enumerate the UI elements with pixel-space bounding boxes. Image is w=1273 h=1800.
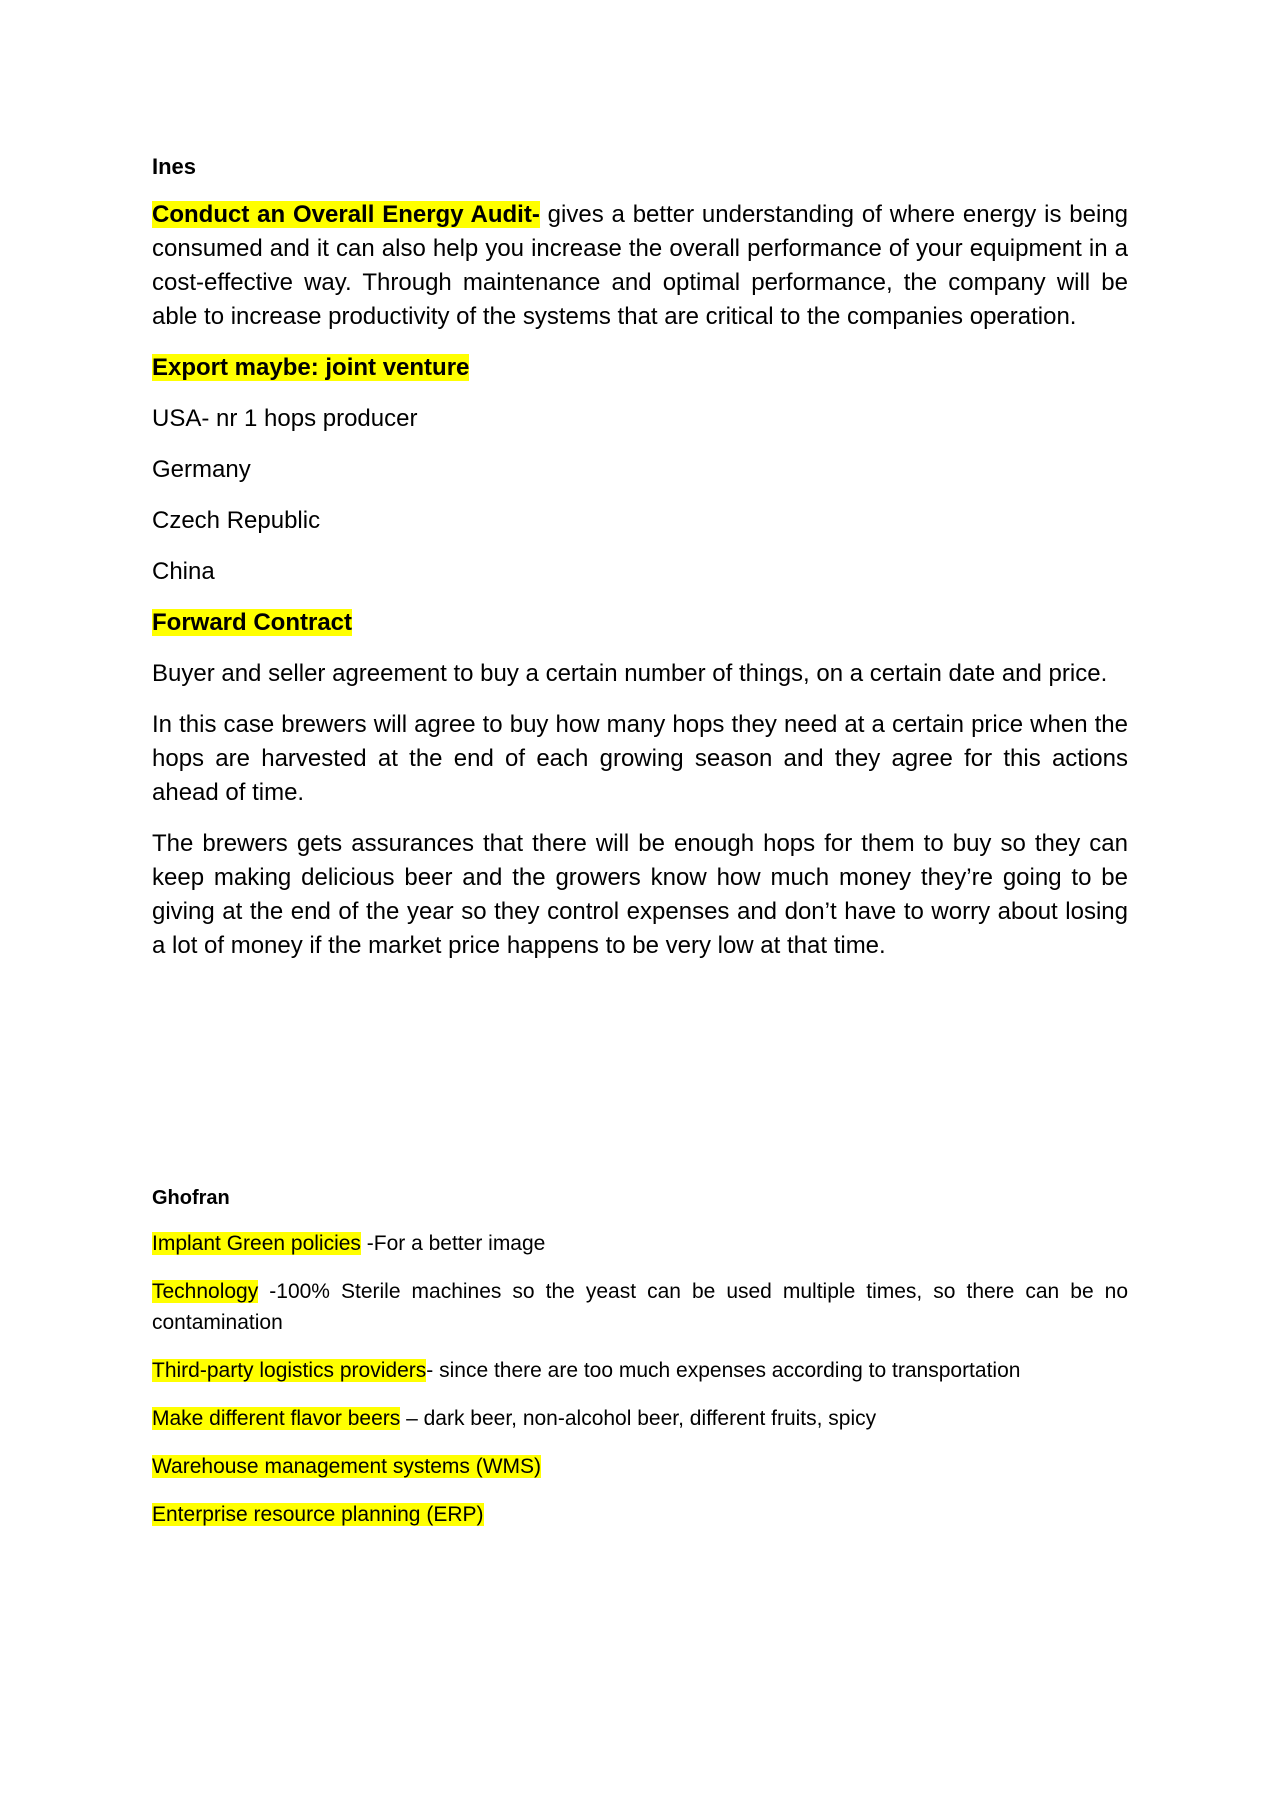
ghofran-item-text: – dark beer, non-alcohol beer, different fruits, spicy	[400, 1407, 877, 1430]
forward-heading-line	[152, 606, 1128, 640]
export-heading-line	[152, 351, 1128, 385]
ghofran-item	[152, 1451, 1128, 1482]
ghofran-item-highlight: Enterprise resource planning (ERP)	[152, 1503, 484, 1526]
forward-paragraph: In this case brewers will agree to buy how many hops they need at a certain price when the hops are harvested at the end of each growing season and they agree for this actions ahead of time.	[152, 711, 1128, 806]
ines-section	[152, 150, 1128, 980]
export-heading: Export maybe: joint venture	[152, 354, 470, 381]
ghofran-item-highlight: Warehouse management systems (WMS)	[152, 1455, 542, 1478]
ghofran-item-text: -For a better image	[360, 1232, 546, 1255]
forward-contract-heading: Forward Contract	[152, 609, 353, 636]
country-item: Germany	[152, 456, 251, 483]
country-item: China	[152, 558, 215, 585]
document-page	[152, 0, 1128, 1800]
ghofran-item	[152, 1403, 1128, 1434]
ghofran-item-highlight: Technology	[152, 1280, 259, 1303]
energy-audit-title: Conduct an Overall Energy Audit-	[152, 201, 540, 228]
forward-paragraph: The brewers gets assurances that there will be enough hops for them to buy so they can keep making delicious beer and the growers know how much money they’re going to be giving at the end of the year so they control expenses and don’t have to worry about losing a lot of money if the market price happens to be very low at that time.	[152, 830, 1128, 959]
energy-audit-text: gives a better understanding of where energy is being consumed and it can also help you increase the overall performance of your equipment in a cost-effective way. Through maintenance and optimal performance, the company will be able to increase productivity of the systems that are critical to the companies operation.	[152, 201, 1129, 330]
ghofran-item-highlight: Make different flavor beers	[152, 1407, 401, 1430]
ghofran-item	[152, 1355, 1128, 1386]
country-item: USA- nr 1 hops producer	[152, 405, 418, 432]
country-item: Czech Republic	[152, 507, 321, 534]
ghofran-item-highlight: Implant Green policies	[152, 1232, 361, 1255]
energy-audit-paragraph	[152, 198, 1128, 334]
ghofran-item-text: - since there are too much expenses according to transportation	[426, 1359, 1021, 1382]
ghofran-item-highlight: Third-party logistics providers	[152, 1359, 427, 1382]
ghofran-item-text: -100% Sterile machines so the yeast can be used multiple times, so there can be no contamination	[152, 1280, 1128, 1334]
ghofran-section	[152, 1183, 1128, 1547]
ghofran-item	[152, 1276, 1128, 1338]
ghofran-item	[152, 1499, 1128, 1530]
ines-name: Ines	[152, 154, 197, 179]
forward-paragraph: Buyer and seller agreement to buy a certain number of things, on a certain date and price.	[152, 660, 1108, 687]
ghofran-name: Ghofran	[152, 1187, 230, 1209]
ghofran-item	[152, 1228, 1128, 1259]
